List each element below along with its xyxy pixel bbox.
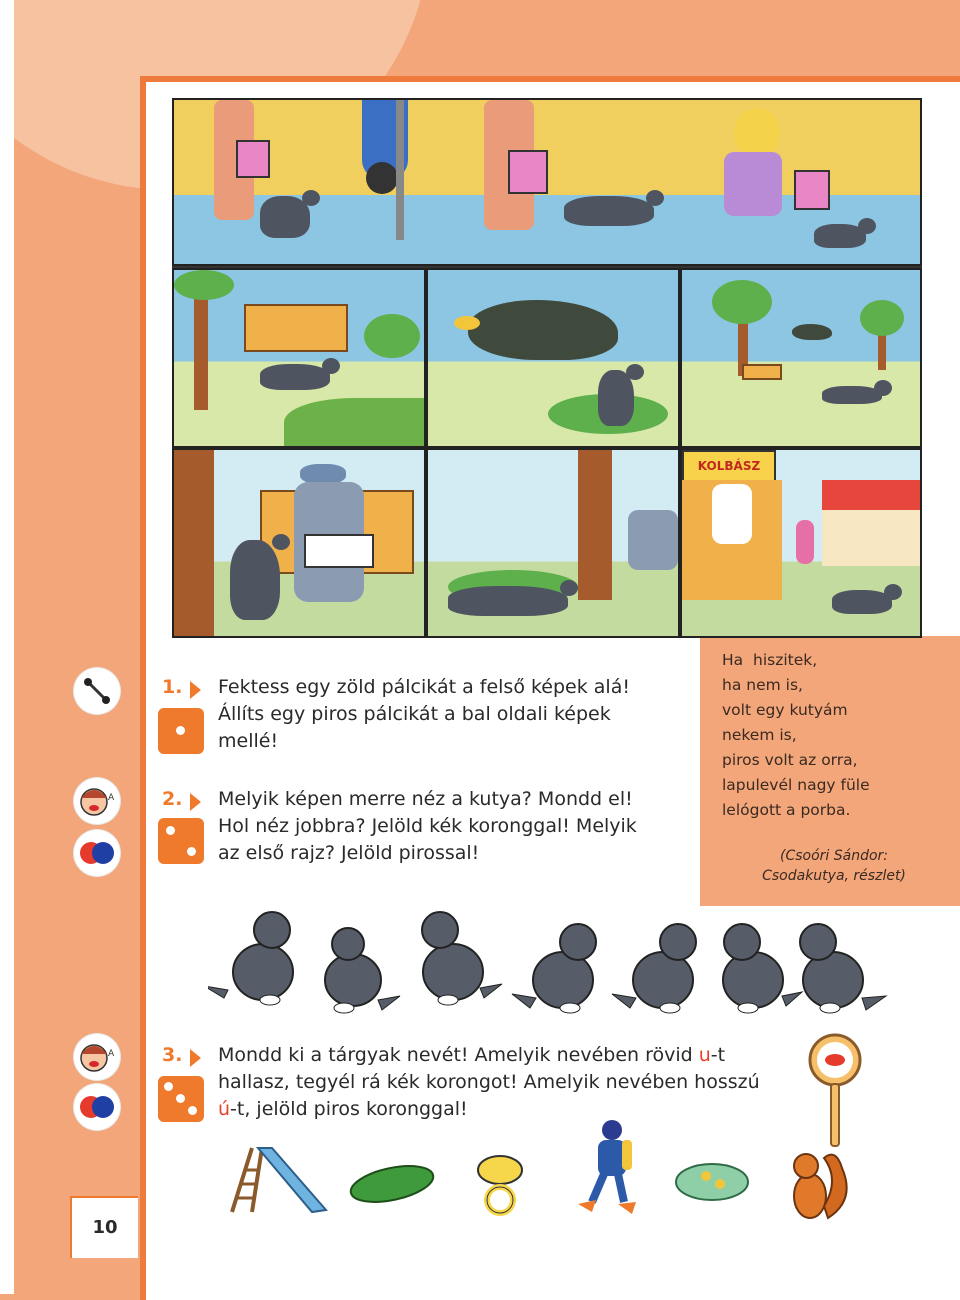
- task-1-number: 1.: [162, 676, 183, 698]
- tree-trunk-icon: [174, 450, 214, 636]
- page-edge: [0, 0, 14, 1294]
- task-1-text: [218, 674, 698, 755]
- dog-icon: [612, 924, 696, 1013]
- poem-line: ha nem is,: [722, 676, 803, 694]
- dog-icon: [800, 924, 886, 1013]
- task-3-number: 3.: [162, 1044, 183, 1066]
- bench-icon: [244, 304, 348, 352]
- old-man-icon: [628, 510, 678, 570]
- flowerbed-icon: [284, 398, 424, 446]
- svg-text:A: A: [108, 793, 115, 803]
- dice-one-icon: [158, 708, 204, 754]
- arrow-icon: [190, 1049, 201, 1067]
- speaking-child-icon: [74, 778, 120, 824]
- shopping-bag-icon: [508, 150, 548, 194]
- poem-line: volt egy kutyám: [722, 701, 848, 719]
- dog-icon: [208, 912, 293, 1005]
- poem-line: Ha hiszitek,: [722, 651, 818, 669]
- dog-row: [208, 900, 898, 1020]
- arrow-icon: [190, 681, 201, 699]
- market-stall-roof-icon: [822, 480, 920, 510]
- market-stall-icon: [822, 510, 920, 566]
- comic-panel-distance: [680, 268, 922, 448]
- task-1-line-3: mellé!: [218, 730, 279, 752]
- cucumber-icon: [346, 1158, 438, 1206]
- woman-head-icon: [734, 108, 780, 158]
- slipper-icon: [672, 1152, 754, 1206]
- sleeping-dog-icon: [260, 364, 330, 390]
- hat-icon: [300, 464, 346, 484]
- task-1-line-2: Állíts egy piros pálcikát a bal oldali képek: [218, 703, 611, 725]
- task-3-line-1: Mondd ki a tárgyak nevét! Amelyik nevében rövid u-t: [218, 1044, 726, 1066]
- wheel-icon: [366, 162, 398, 194]
- hand-mirror-icon: [806, 1030, 864, 1150]
- dog-icon: [325, 928, 400, 1013]
- dog-icon: [723, 924, 802, 1013]
- tree-icon: [860, 300, 904, 336]
- pacifier-icon: [470, 1150, 532, 1220]
- comic-panel-old-man: [172, 448, 426, 638]
- crow-icon: [468, 300, 618, 360]
- stick-icon: [74, 668, 120, 714]
- poem-line: lapulevél nagy füle: [722, 776, 870, 794]
- poem: [722, 648, 942, 823]
- svg-text:A: A: [108, 1049, 115, 1059]
- tree-icon: [174, 270, 234, 300]
- pole-icon: [396, 100, 404, 240]
- slide-icon: [222, 1140, 332, 1216]
- short-u-letter: u: [698, 1044, 711, 1066]
- dog-icon: [598, 370, 634, 426]
- task-2-line-3: az első rajz? Jelöld pirossal!: [218, 842, 480, 864]
- comic-panel-bird: [426, 268, 680, 448]
- dog-icon: [260, 196, 310, 238]
- bush-icon: [364, 314, 420, 358]
- diver-icon: [572, 1116, 642, 1216]
- arrow-icon: [190, 793, 201, 811]
- tree-icon: [712, 280, 772, 324]
- poem-credit-line-2: Csodakutya, részlet): [762, 868, 906, 884]
- book-icon: [304, 534, 374, 568]
- dog-icon: [230, 540, 280, 620]
- red-blue-discs-icon: [74, 1084, 120, 1130]
- comic-panel-chase: [426, 448, 680, 638]
- task-2-line-1: Melyik képen merre néz a kutya? Mondd el!: [218, 788, 633, 810]
- long-u-letter: ú: [218, 1098, 231, 1120]
- task-2-line-2: Hol néz jobbra? Jelöld kék koronggal! Melyik: [218, 815, 637, 837]
- dog-icon: [564, 196, 654, 226]
- page-number: 10: [70, 1196, 138, 1258]
- task-1-line-1: Fektess egy zöld pálcikát a felső képek alá!: [218, 676, 630, 698]
- task-3-line-3: ú-t, jelöld piros koronggal!: [218, 1098, 468, 1120]
- chef-icon: [712, 484, 752, 544]
- task-3-line-2: hallasz, tegyél rá kék korongot! Amelyik nevében hosszú: [218, 1071, 760, 1093]
- speaking-child-icon: [74, 1034, 120, 1080]
- dog-icon: [512, 924, 596, 1013]
- poem-line: lelógott a porba.: [722, 801, 851, 819]
- shopping-bag-icon: [236, 140, 270, 178]
- task-2-text: [218, 786, 698, 867]
- dog-icon: [832, 590, 892, 614]
- woman-body-icon: [724, 152, 782, 216]
- poem-credit-line-1: (Csoóri Sándor:: [779, 848, 889, 864]
- poem-credit: [722, 846, 946, 886]
- dice-three-icon: [158, 1076, 204, 1122]
- comic-strip: [172, 98, 922, 638]
- red-blue-discs-icon: [74, 830, 120, 876]
- sausage-sign: [682, 450, 776, 484]
- poem-line: piros volt az orra,: [722, 751, 858, 769]
- poem-line: nekem is,: [722, 726, 797, 744]
- dog-icon: [448, 586, 568, 616]
- task-3-text: [218, 1042, 808, 1123]
- bench-icon: [742, 364, 782, 380]
- shopping-bag-icon: [794, 170, 830, 210]
- comic-panel-park-bench: [172, 268, 426, 448]
- crow-icon: [792, 324, 832, 340]
- dice-two-icon: [158, 818, 204, 864]
- sausage-icon: [454, 316, 480, 330]
- tree-trunk-icon: [578, 450, 612, 600]
- sausage-sign-text: KOLBÁSZ: [697, 459, 761, 473]
- comic-panel-top: [172, 98, 922, 266]
- comic-panel-market: [680, 448, 922, 638]
- dog-icon: [814, 224, 866, 248]
- dog-row-illustration: [208, 900, 898, 1020]
- task-2-number: 2.: [162, 788, 183, 810]
- girl-icon: [796, 520, 814, 564]
- squirrel-icon: [784, 1140, 854, 1224]
- dog-icon: [822, 386, 882, 404]
- dog-icon: [422, 912, 502, 1005]
